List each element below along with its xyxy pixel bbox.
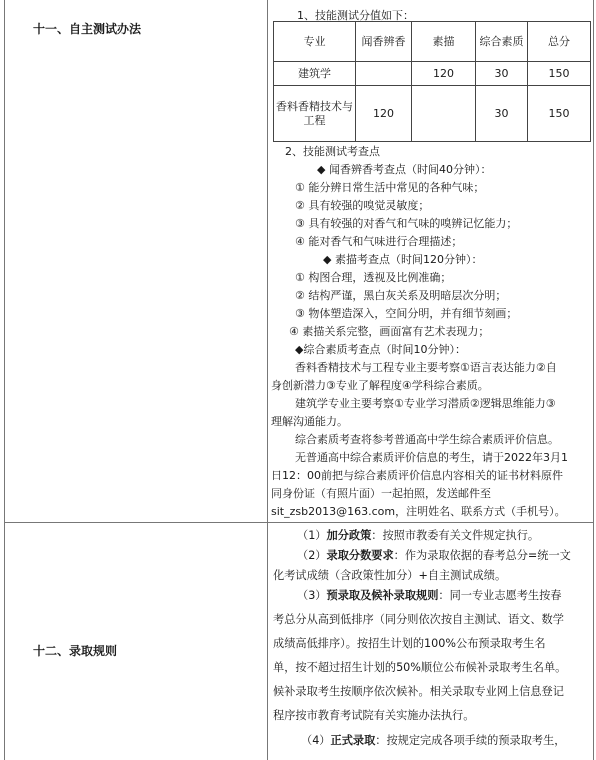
paragraph-line: 无普通高中综合素质评价信息的考生，请于2022年3月1 (295, 451, 568, 464)
header-quality: 综合素质 (476, 22, 528, 62)
header-major: 专业 (274, 22, 356, 62)
score-table (273, 21, 591, 142)
header-smell: 闻香辨香 (356, 22, 412, 62)
rule-line: 单，按不超过招生计划的50%顺位公布候补录取考生名单。 (273, 661, 567, 674)
rule-item: （2）录取分数要求：作为录取依据的春考总分=统一文 (297, 549, 571, 562)
section-title-admission-rules: 十二、录取规则 (33, 644, 118, 658)
paragraph-line: 综合素质考查将参考普通高中学生综合素质评价信息。 (295, 433, 559, 446)
paragraph-line: 理解沟通能力。 (271, 415, 348, 428)
cell-sketch (412, 86, 476, 142)
cell-major: 建筑学 (274, 62, 356, 86)
table-row (274, 86, 591, 142)
header-total: 总分 (528, 22, 591, 62)
rule-line: 考总分从高到低排序（同分则依次按自主测试、语文、数学 (273, 613, 564, 626)
score-table-intro: 1、技能测试分值如下： (297, 9, 414, 22)
list-item: ◆ 素描考查点（时间120分钟）： (323, 253, 483, 266)
cell-total: 150 (528, 62, 591, 86)
test-points-heading: 2、技能测试考查点 (285, 145, 380, 158)
list-item: ◆ 闻香辨香考查点（时间40分钟）： (317, 163, 492, 176)
row-divider (5, 522, 593, 523)
cell-total: 150 (528, 86, 591, 142)
rule-item: （3）预录取及候补录取规则：同一专业志愿考生按春 (297, 589, 562, 602)
rule-line: 化考试成绩（含政策性加分）+自主测试成绩。 (273, 569, 507, 582)
cell-smell: 120 (356, 86, 412, 142)
list-item: ④ 素描关系完整，画面富有艺术表现力； (289, 325, 490, 338)
cell-sketch: 120 (412, 62, 476, 86)
section-title-self-test: 十一、自主测试办法 (33, 22, 142, 36)
cell-quality: 30 (476, 86, 528, 142)
cell-quality: 30 (476, 62, 528, 86)
cell-major: 香料香精技术与工程 (274, 86, 356, 142)
score-table-header-row (274, 22, 591, 62)
cell-smell (356, 62, 412, 86)
list-item: ① 构图合理，透视及比例准确； (295, 271, 452, 284)
list-item: ② 结构严谨，黑白灰关系及明暗层次分明； (295, 289, 507, 302)
list-item: ③ 具有较强的对香气和气味的嗅辨记忆能力； (295, 217, 518, 230)
header-sketch: 素描 (412, 22, 476, 62)
paragraph-line: 香料香精技术与工程专业主要考察①语言表达能力②自 (295, 361, 557, 374)
paragraph-line: sit_zsb2013@163.com，注明姓名、联系方式（手机号）。 (271, 505, 566, 518)
list-item: ② 具有较强的嗅觉灵敏度； (295, 199, 430, 212)
rule-line: 候补录取考生按顺序依次候补。相关录取专业网上信息登记 (273, 685, 564, 698)
rule-line: 程序按市教育考试院有关实施办法执行。 (273, 709, 475, 722)
rule-item: （1）加分政策：按照市教委有关文件规定执行。 (297, 529, 540, 542)
column-divider (267, 0, 268, 760)
paragraph-line: 同身份证（有照片面）一起拍照，发送邮件至 (271, 487, 491, 500)
rule-line: 成绩高低排序）。按招生计划的100%公布预录取考生名 (273, 637, 546, 650)
paragraph-line: 日12：00前把与综合素质评价信息内容相关的证书材料原件 (271, 469, 563, 482)
list-item: ③ 物体塑造深入，空间分明，并有细节刻画； (295, 307, 518, 320)
document-table-frame (4, 0, 594, 760)
table-row (274, 62, 591, 86)
list-item: ① 能分辨日常生活中常见的各种气味； (295, 181, 485, 194)
paragraph-line: 身创新潜力③专业了解程度④学科综合素质。 (271, 379, 489, 392)
rule-item: （4）正式录取：按规定完成各项手续的预录取考生， (301, 734, 566, 747)
list-item: ④ 能对香气和气味进行合理描述； (295, 235, 463, 248)
list-item: ◆综合素质考查点（时间10分钟）： (295, 343, 466, 356)
paragraph-line: 建筑学专业主要考察①专业学习潜质②逻辑思维能力③ (295, 397, 556, 410)
